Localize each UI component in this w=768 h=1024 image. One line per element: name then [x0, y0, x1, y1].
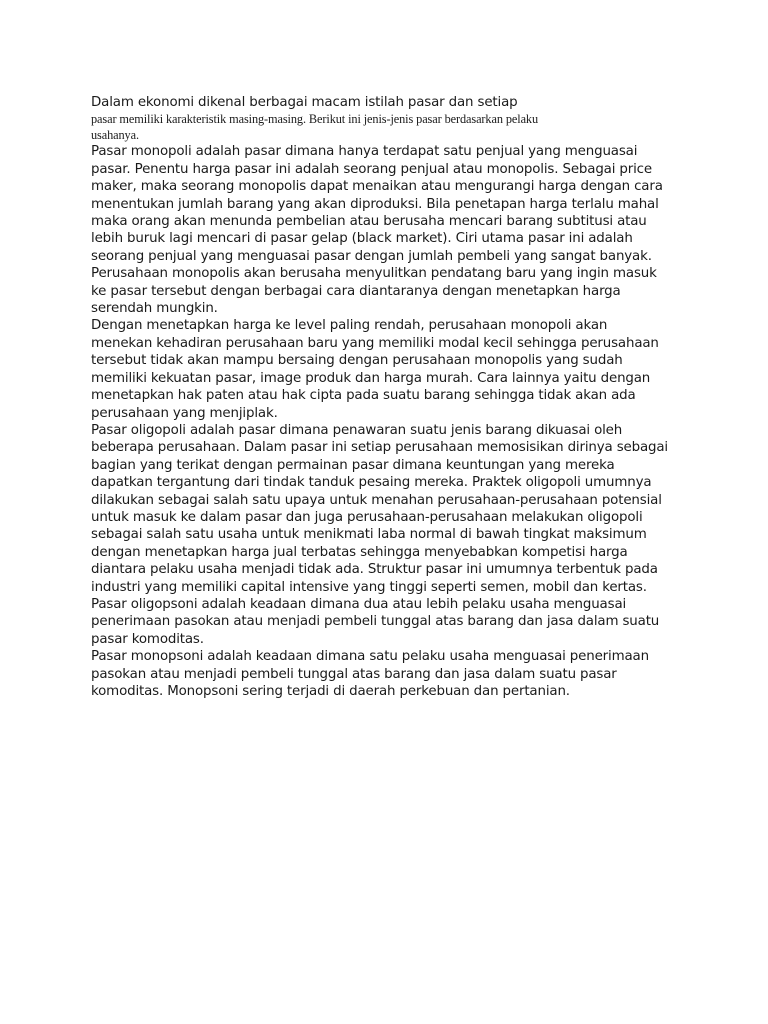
text-line: Dengan menetapkan harga ke level paling rendah, perusahaan monopoli akan — [91, 318, 608, 334]
text-line: bagian yang terikat dengan permainan pasar dimana keuntungan yang mereka — [91, 457, 615, 473]
text-line: maker, maka seorang monopolis dapat menaikan atau mengurangi harga dengan cara — [91, 179, 663, 195]
document-page — [91, 94, 691, 700]
text-line: dengan menetapkan harga jual terbatas sehingga menyebabkan kompetisi harga — [91, 544, 628, 560]
text-line: pasar komoditas. — [91, 631, 204, 647]
text-line: dilakukan sebagai salah satu upaya untuk menahan perusahaan-perusahaan potensial — [91, 492, 662, 508]
text-line: sebagai salah satu usaha untuk menikmati laba normal di bawah tingkat maksimum — [91, 527, 647, 543]
text-line: Pasar monopsoni adalah keadaan dimana satu pelaku usaha menguasai penerimaan — [91, 649, 649, 665]
text-line: untuk masuk ke dalam pasar dan juga perusahaan-perusahaan melakukan oligopoli — [91, 509, 643, 525]
text-line: maka orang akan menunda pembelian atau berusaha mencari barang subtitusi atau — [91, 214, 647, 230]
text-line: menekan kehadiran perusahaan baru yang memiliki modal kecil sehingga perusahaan — [91, 335, 659, 351]
intro-line: usahanya. — [91, 128, 139, 143]
text-line: seorang penjual yang menguasai pasar dengan jumlah pembeli yang sangat banyak. — [91, 248, 652, 264]
text-line: pasar. Penentu harga pasar ini adalah seorang penjual atau monopolis. Sebagai price — [91, 161, 652, 177]
text-line: Pasar oligopsoni adalah keadaan dimana dua atau lebih pelaku usaha menguasai — [91, 596, 627, 612]
intro-line: Dalam ekonomi dikenal berbagai macam istilah pasar dan setiap — [91, 95, 518, 110]
text-line: komoditas. Monopsoni sering terjadi di daerah perkebuan dan pertanian. — [91, 684, 570, 699]
text-line: menentukan jumlah barang yang akan diproduksi. Bila penetapan harga terlalu mahal — [91, 196, 659, 212]
text-line: tersebut tidak akan mampu bersaing dengan perusahaan monopolis yang sudah — [91, 353, 623, 369]
text-line: penerimaan pasokan atau menjadi pembeli tunggal atas barang dan jasa dalam suatu — [91, 614, 660, 630]
intro-line: pasar memiliki karakteristik masing-masing. Berikut ini jenis-jenis pasar berdasarkan pelaku — [91, 112, 539, 127]
text-line: industri yang memiliki capital intensive yang tinggi seperti semen, mobil dan kertas. — [91, 579, 647, 595]
text-line: Pasar oligopoli adalah pasar dimana penawaran suatu jenis barang dikuasai oleh — [91, 422, 623, 438]
text-line: pasokan atau menjadi pembeli tunggal atas barang dan jasa dalam suatu pasar — [91, 666, 617, 682]
intro-paragraph — [91, 94, 691, 143]
text-line: dapatkan tergantung dari tindak tanduk pesaing mereka. Praktek oligopoli umumnya — [91, 475, 652, 491]
text-line: ke pasar tersebut dengan berbagai cara diantaranya dengan menetapkan harga — [91, 283, 621, 299]
text-line: menetapkan hak paten atau hak cipta pada suatu barang sehingga tidak akan ada — [91, 388, 636, 404]
text-line: beberapa perusahaan. Dalam pasar ini setiap perusahaan memosisikan dirinya sebagai — [91, 440, 668, 456]
text-line: memiliki kekuatan pasar, image produk dan harga murah. Cara lainnya yaitu dengan — [91, 370, 651, 386]
body-text — [91, 143, 691, 700]
text-line: serendah mungkin. — [91, 301, 218, 317]
text-line: diantara pelaku usaha menjadi tidak ada. Struktur pasar ini umumnya terbentuk pada — [91, 562, 658, 578]
text-line: perusahaan yang menjiplak. — [91, 405, 278, 421]
text-line: Perusahaan monopolis akan berusaha menyulitkan pendatang baru yang ingin masuk — [91, 266, 657, 282]
text-line: Pasar monopoli adalah pasar dimana hanya terdapat satu penjual yang menguasai — [91, 144, 638, 160]
text-line: lebih buruk lagi mencari di pasar gelap (black market). Ciri utama pasar ini adalah — [91, 231, 633, 247]
